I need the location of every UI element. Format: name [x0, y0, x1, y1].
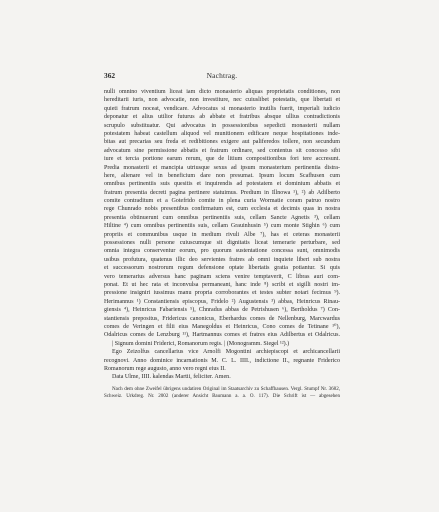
text-line: omnibus pertinentiis suis quesitis et inquirendis ad potestatem et dominium abbatis et: [104, 181, 340, 188]
footnote-block: [104, 386, 340, 400]
text-line: iure et tercia portione earum rerum, que de litium compositionibus fori tere accresunt.: [104, 156, 340, 163]
page-header: [104, 70, 340, 82]
text-line: presentia obtinuerunt cum omnibus pertinentiis suis, cellam Sancte Agnetis ³), cellam: [104, 214, 340, 221]
text-line: rege Chunrado nobis presentibus confirmatum est, cum ecclesia et decimis quas in nostra: [104, 206, 340, 213]
text-line: hereditarii iuris, non advocatie, non investiture, nec cuiuslibet potestatis, que libertati et: [104, 97, 340, 104]
document-body: [104, 88, 340, 382]
text-line: pressione insigniri iussimus manu propria corroborantes et testes subter notari fecimus ⁹).: [104, 290, 340, 297]
text-line: Predia monasterii et mancipia utriusque sexus ad ipsum monasterium pertinentia distra-: [104, 164, 340, 171]
text-line: et successorum nostrorum regum defensione optate libertatis gratia potiantur. Si quis: [104, 265, 340, 272]
text-line: stantiensis prepositus, Fridericus canonicus, Eberhardus comes de Nellenburg, Marcwardus: [104, 315, 340, 322]
page-title: Nachtrag.: [206, 71, 238, 80]
text-line: quieti fratrum noceat, vendicare. Advocatus si monasterio inutilis fuerit, imperiali iudicio: [104, 105, 340, 112]
text-line: potestatem habeat castellum aliquod vel munitionem edificare neque hospitationes inde-: [104, 130, 340, 137]
note-line: Schweiz. Urkdreg. Nr. 2002 (anderer Ansicht Baumann a. a. O. 117). Die Schrift ist — abgesehen: [104, 393, 340, 400]
text-line: comes de Veringen et filii eius Manegoldus et Heinricus, Cono comes de Tetinane ¹⁰),: [104, 323, 340, 330]
text-line: deponatur et alius utilior futurus ab abbate et fratribus absque ullius contradictionis: [104, 114, 340, 121]
text-line: fratrum presentia decreti pagina pertinere statuimus. Predium in Illnowa ¹), ²) ab Adilberto: [104, 189, 340, 196]
text-line: ponat. Et ut hec rata et inconvulsa permaneant, hanc inde ⁸) scribi et sigilli nostri im-: [104, 281, 340, 288]
text-line: Herimannus ¹) Constantiensis episcopus, Fridelo ²) Augustensis ³) abbas, Heinricus Rinau-: [104, 298, 340, 305]
text-line: bitas aut precarias seu freda et redibitiones exigere aut paliferedos tollere, non secundum: [104, 139, 340, 146]
text-line: advocatum sine permissione abbatis et fratrum ordinare, sed contentus sit concesso sibi: [104, 147, 340, 154]
text-line: scrupulo substituatur. Qui advocatus in possessionibus sepedicti monasterii nullam: [104, 122, 340, 129]
text-line: here, alienare vel in beneficium dare non presumat. Ipsum locum Scafhusen cum: [104, 172, 340, 179]
text-line: nulli omnino viventium liceat iam dicto monasterio aliquas proprietatis conditiones, non: [104, 89, 340, 95]
text-line: Odalricus comes de Lenzburg ¹¹), Hartmannus comes et fratres eius Adilbertus et Odalricus.: [104, 332, 340, 339]
text-line: comite contraditum et a Gotefrido comite in plena curia Wormatie coram patruo nostro: [104, 198, 340, 205]
text-line: giensis ⁴), Heinricus Fabariensis ⁵), Chnradus abbas de Petrishusen ⁶), Bertholdus ⁷) Con-: [104, 307, 340, 314]
text-line: propriis et communibus usque in medium rivuli Albe ⁷), has et ceteras monasterii: [104, 231, 340, 238]
text-line: | Signum domini Friderici, Romanorum regis. | (Monogramm. Siegel ¹²).): [112, 340, 290, 347]
note-line: Nach dem ohne Zweifel übrigens undatiren Original im Staatsarchiv zu Schaffhausen. Vergl. Stumpf Nr. 3682,: [112, 386, 340, 392]
text-line: Romanorum rege augusto, anno vero regni eius II.: [104, 365, 226, 372]
text-line: recognovi. Anno dominice incarnationis M. C. L. IIII., indictione II., regnante Friderico: [104, 357, 340, 364]
page-number: 362: [104, 71, 116, 80]
text-line: omnia integra conserventur eorum, pro quorum sustentatione concessa sunt, omnimodis: [104, 248, 340, 255]
text-line: possessiones nulli persone cuiuscumque sit dignitatis liceat temerarie perturbare, sed: [104, 240, 340, 247]
text-line: Data Ulme, IIII. kalendas Martii, feliciter. Amen.: [112, 374, 231, 381]
text-line: Ego Zeizolfus cancellarius vice Arnolfi Mogontini archiepiscopi et archicancellarii: [112, 349, 340, 356]
text-line: Hiltine ⁴) cum omnibus pertinentiis suis, cellam Grauinhusin ⁵) cum monte Stighin ⁶) cum: [104, 223, 340, 230]
text-line: vero temerarius adversus hanc paginam sciens venire temptaverit, C libras auri com-: [104, 273, 340, 280]
text-line: usibus profutura, quatenus illic deo servientes fratres ab omni inquiete liberi sub nostra: [104, 256, 340, 263]
